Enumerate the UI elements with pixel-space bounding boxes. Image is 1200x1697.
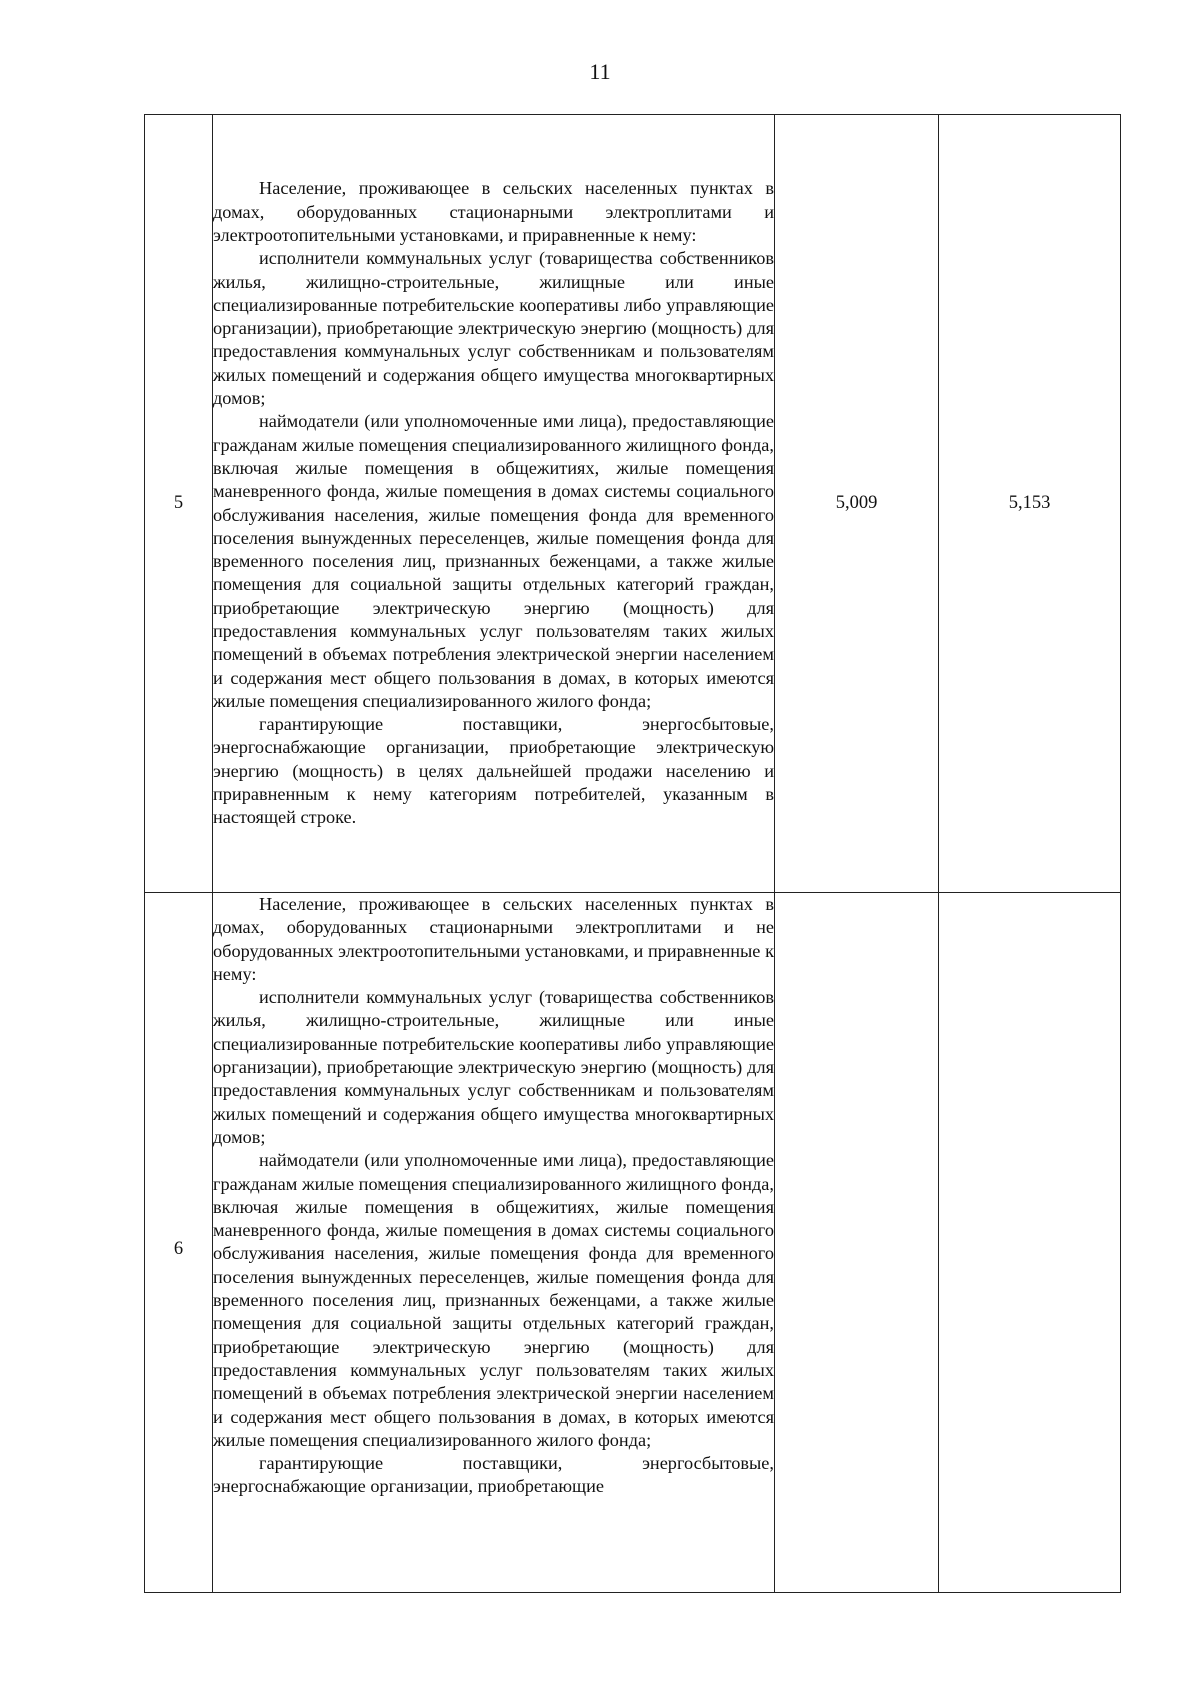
- tariff-table: [144, 114, 1121, 1593]
- tariff-value-first: [775, 893, 939, 1593]
- description-paragraph: исполнители коммунальных услуг (товарищества собственников жилья, жилищно-строительные, жилищные или иные специализированные потребительские кооперативы либо управляющие организации), приобретающие электрическую энергию (мощность) для предоставления коммунальных услуг собственникам и пользователям жилых помещений и содержания общего имущества многоквартирных домов;: [213, 248, 774, 409]
- description-paragraph: Население, проживающее в сельских населенных пунктах в домах, оборудованных стационарными электроплитами и не оборудованных электроотопительными установками, и приравненные к нему:: [213, 894, 774, 984]
- row-number: 5: [145, 115, 213, 893]
- row-number: 6: [145, 893, 213, 1593]
- row-description: [213, 893, 775, 1593]
- tariff-value-second: 5,153: [939, 115, 1121, 893]
- description-paragraph: наймодатели (или уполномоченные ими лица), предоставляющие гражданам жилые помещения специализированного жилищного фонда, включая жилые помещения в общежитиях, жилые помещения маневренного фонда, жилые помещения в домах системы социального обслуживания населения, жилые помещения фонда для временного поселения вынужденных переселенцев, жилые помещения фонда для временного поселения лиц, признанных беженцами, а также жилые помещения для социальной защиты отдельных категорий граждан, приобретающие электрическую энергию (мощность) для предоставления коммунальных услуг пользователям таких жилых помещений в объемах потребления электрической энергии населением и содержания мест общего пользования в домах, в которых имеются жилые помещения специализированного жилого фонда;: [213, 1150, 774, 1450]
- table-row: [145, 115, 1121, 893]
- tariff-value-first: 5,009: [775, 115, 939, 893]
- description-paragraph: Население, проживающее в сельских населенных пунктах в домах, оборудованных стационарными электроплитами и электроотопительными установками, и приравненные к нему:: [213, 178, 774, 245]
- description-paragraph: исполнители коммунальных услуг (товарищества собственников жилья, жилищно-строительные, жилищные или иные специализированные потребительские кооперативы либо управляющие организации), приобретающие электрическую энергию (мощность) для предоставления коммунальных услуг собственникам и пользователям жилых помещений и содержания общего имущества многоквартирных домов;: [213, 987, 774, 1147]
- table-row: [145, 893, 1121, 1593]
- tariff-value-second: [939, 893, 1121, 1593]
- description-paragraph: гарантирующие поставщики, энергосбытовые, энергоснабжающие организации, приобретающие электрическую энергию (мощность) в целях дальнейшей продажи населению и приравненным к нему категориям потребителей, указанным в настоящей строке.: [213, 714, 774, 828]
- description-paragraph: наймодатели (или уполномоченные ими лица), предоставляющие гражданам жилые помещения специализированного жилищного фонда, включая жилые помещения в общежитиях, жилые помещения маневренного фонда, жилые помещения в домах системы социального обслуживания населения, жилые помещения фонда для временного поселения вынужденных переселенцев, жилые помещения фонда для временного поселения лиц, признанных беженцами, а также жилые помещения для социальной защиты отдельных категорий граждан, приобретающие электрическую энергию (мощность) для предоставления коммунальных услуг пользователям таких жилых помещений в объемах потребления электрической энергии населением и содержания мест общего пользования в домах, в которых имеются жилые помещения специализированного жилого фонда;: [213, 411, 774, 711]
- row-description: [213, 115, 775, 893]
- description-paragraph: гарантирующие поставщики, энергосбытовые, энергоснабжающие организации, приобретающие: [213, 1453, 774, 1497]
- page-number: 11: [589, 59, 611, 84]
